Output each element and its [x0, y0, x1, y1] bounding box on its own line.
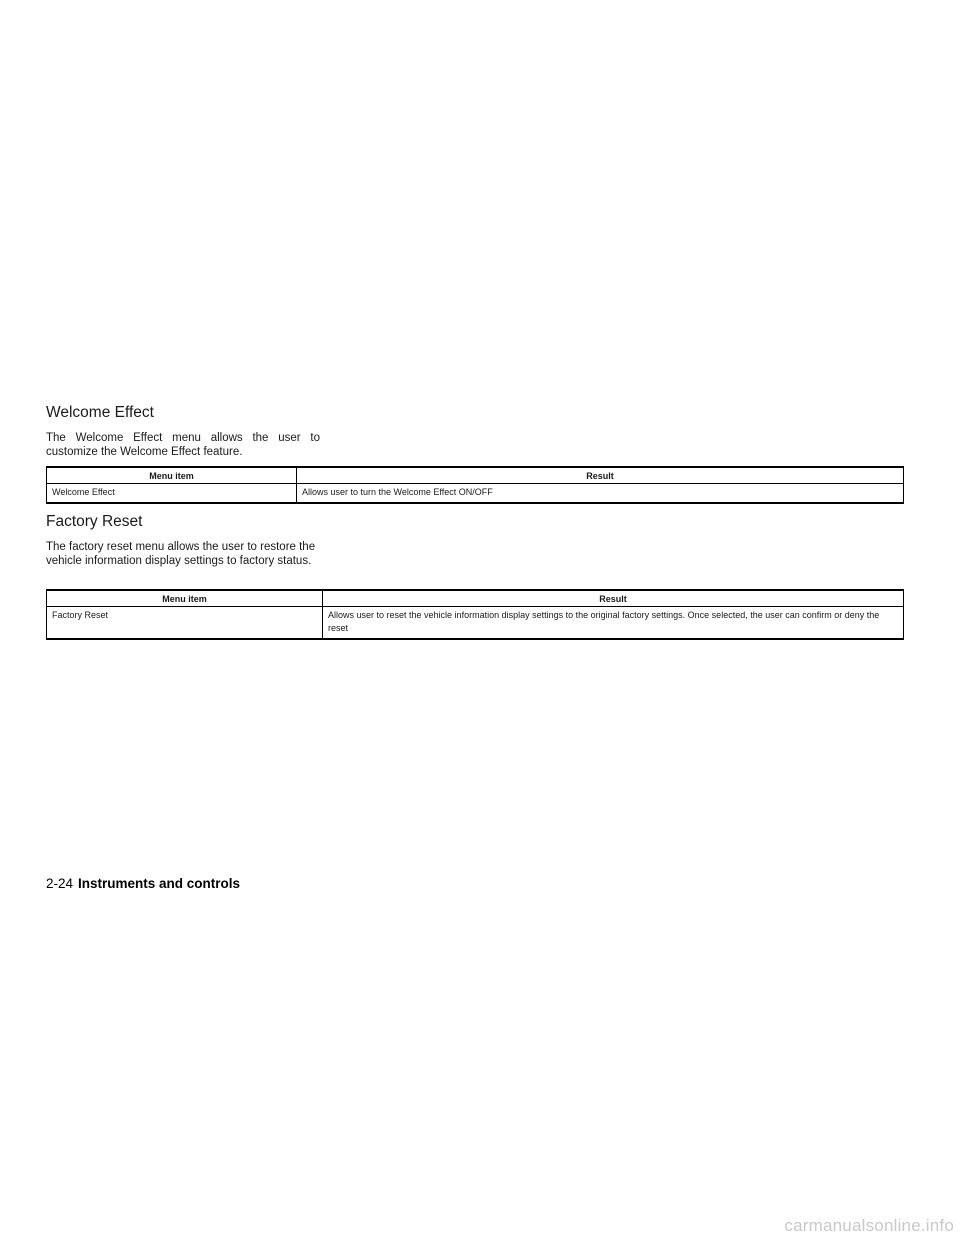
- section-heading-factory-reset: Factory Reset: [46, 513, 143, 530]
- watermark-text: carmanualsonline.info: [784, 1216, 954, 1235]
- result-cell: Allows user to reset the vehicle information display settings to the original factory settings. Once selected, the user can confirm or deny the reset: [323, 607, 904, 640]
- menu-item-cell: Factory Reset: [47, 607, 323, 640]
- section-heading-welcome-effect: Welcome Effect: [46, 404, 154, 421]
- menu-item-cell: Welcome Effect: [47, 484, 297, 504]
- welcome-effect-table: [46, 466, 904, 504]
- factory-reset-paragraph: The factory reset menu allows the user to restore the vehicle information display settings to factory status.: [46, 541, 316, 567]
- factory-reset-table: [46, 589, 904, 640]
- page-number: 2-24: [46, 876, 74, 891]
- page-footer: [46, 876, 240, 891]
- table-row: [47, 484, 904, 504]
- column-header-menu-item: Menu item: [47, 467, 297, 484]
- column-header-result: Result: [323, 590, 904, 607]
- table-header-row: [47, 590, 904, 607]
- result-cell: Allows user to turn the Welcome Effect ON/OFF: [297, 484, 904, 504]
- welcome-effect-paragraph: The Welcome Effect menu allows the user to customize the Welcome Effect feature.: [46, 432, 320, 458]
- table-row: [47, 607, 904, 640]
- table-header-row: [47, 467, 904, 484]
- column-header-result: Result: [297, 467, 904, 484]
- column-header-menu-item: Menu item: [47, 590, 323, 607]
- chapter-title: Instruments and controls: [78, 876, 241, 891]
